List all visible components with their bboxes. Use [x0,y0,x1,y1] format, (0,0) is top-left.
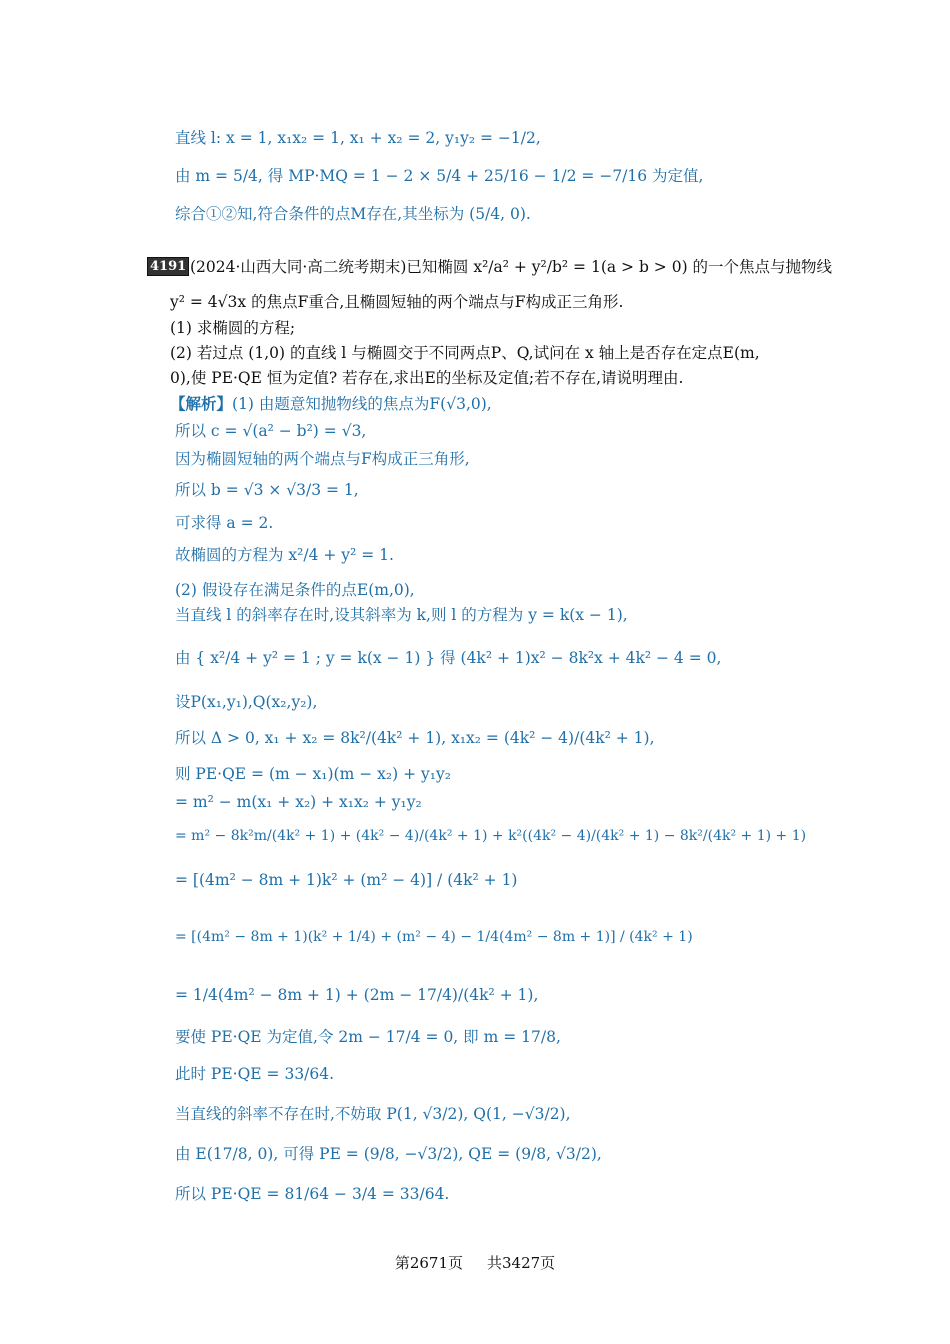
solution-line: 当直线的斜率不存在时,不妨取 P(1, √3/2), Q(1, −√3/2), [175,1105,571,1123]
solution-line: 所以 Δ > 0, x₁ + x₂ = 8k²/(4k² + 1), x₁x₂ = (4k² − 4)/(4k² + 1), [175,729,655,747]
solution-line-first [170,394,492,414]
prev-solution-line: 由 m = 5/4, 得 MP·MQ = 1 − 2 × 5/4 + 25/16 − 1/2 = −7/16 为定值, [175,167,704,185]
page-number: 第2671页 [394,1254,463,1272]
problem-statement-line: (2024·山西大同·高二统考期末)已知椭圆 x²/a² + y²/b² = 1(a > b > 0) 的一个焦点与抛物线 [190,258,833,276]
problem-statement-line: y² = 4√3x 的焦点F重合,且椭圆短轴的两个端点与F构成正三角形. [170,293,624,311]
prev-solution-line: 直线 l: x = 1, x₁x₂ = 1, x₁ + x₂ = 2, y₁y₂ = −1/2, [175,129,541,147]
solution-line: 可求得 a = 2. [175,514,274,532]
solution-line: = [(4m² − 8m + 1)(k² + 1/4) + (m² − 4) − 1/4(4m² − 8m + 1)] / (4k² + 1) [175,929,693,945]
solution-line: 因为椭圆短轴的两个端点与F构成正三角形, [175,450,470,468]
solution-line: 由 { x²/4 + y² = 1 ; y = k(x − 1) } 得 (4k² + 1)x² − 8k²x + 4k² − 4 = 0, [175,649,722,667]
prev-solution-line: 综合①②知,符合条件的点M存在,其坐标为 (5/4, 0). [175,205,531,223]
problem-statement-line: (2) 若过点 (1,0) 的直线 l 与椭圆交于不同两点P、Q,试问在 x 轴上是否存在定点E(m, [170,344,760,362]
solution-line: (2) 假设存在满足条件的点E(m,0), [175,581,415,599]
problem-number-badge: 4191 [147,257,189,276]
solution-text: (1) 由题意知抛物线的焦点为F(√3,0), [232,395,492,413]
solution-line: 此时 PE·QE = 33/64. [175,1065,335,1083]
solution-line: = m² − m(x₁ + x₂) + x₁x₂ + y₁y₂ [175,793,422,811]
solution-line: = m² − 8k²m/(4k² + 1) + (4k² − 4)/(4k² + 1) + k²((4k² − 4)/(4k² + 1) − 8k²/(4k² + 1) + 1) [175,828,807,844]
solution-line: 所以 PE·QE = 81/64 − 3/4 = 33/64. [175,1185,450,1203]
solution-line: 设P(x₁,y₁),Q(x₂,y₂), [175,693,318,711]
analysis-tag: 【解析】 [170,394,233,413]
solution-line: = 1/4(4m² − 8m + 1) + (2m − 17/4)/(4k² + 1), [175,986,539,1004]
problem-statement-line: (1) 求椭圆的方程; [170,319,296,337]
solution-line: 故椭圆的方程为 x²/4 + y² = 1. [175,546,394,564]
page-total: 共3427页 [487,1254,556,1272]
solution-line: 所以 b = √3 × √3/3 = 1, [175,481,359,499]
solution-line: 要使 PE·QE 为定值,令 2m − 17/4 = 0, 即 m = 17/8, [175,1028,561,1046]
solution-line: 当直线 l 的斜率存在时,设其斜率为 k,则 l 的方程为 y = k(x − 1), [175,606,628,624]
problem-statement-line: 0),使 PE·QE 恒为定值? 若存在,求出E的坐标及定值;若不存在,请说明理由. [170,369,684,387]
solution-line: 所以 c = √(a² − b²) = √3, [175,422,367,440]
solution-line: 由 E(17/8, 0), 可得 PE = (9/8, −√3/2), QE = (9/8, √3/2), [175,1145,602,1163]
page-footer [0,1252,950,1273]
solution-line: = [(4m² − 8m + 1)k² + (m² − 4)] / (4k² + 1) [175,871,518,889]
solution-line: 则 PE·QE = (m − x₁)(m − x₂) + y₁y₂ [175,765,451,783]
